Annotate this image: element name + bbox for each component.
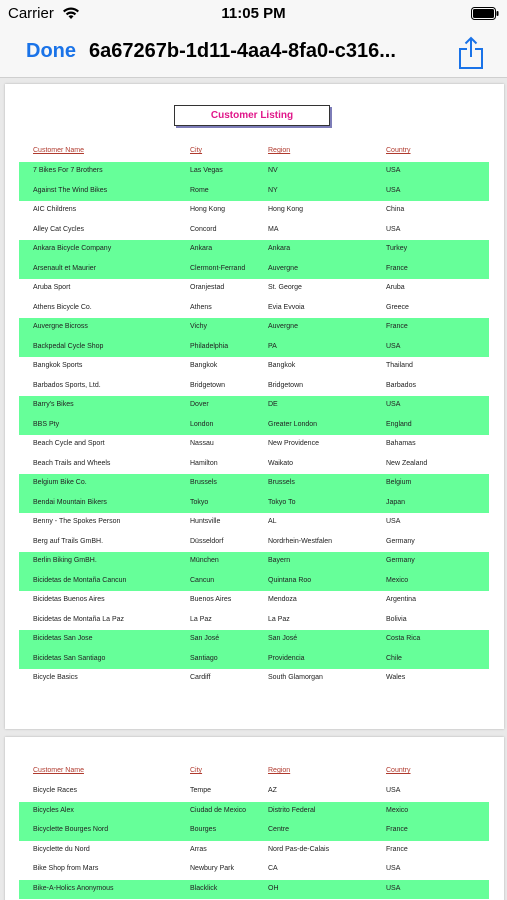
done-button[interactable]: Done (26, 40, 76, 62)
cell-region: Bangkok (268, 362, 296, 369)
cell-city: Concord (190, 225, 217, 233)
cell-customer-name: Bicidetas San Jose (33, 635, 93, 642)
cell-region: Hong Kong (268, 206, 304, 213)
cell-city: Nassau (190, 440, 214, 447)
cell-country: Mexico (386, 576, 409, 584)
table-row (19, 221, 489, 241)
cell-region: Tokyo To (268, 498, 296, 506)
cell-customer-name: Berlin Biking GmBH. (33, 557, 97, 564)
cell-city: Tokyo (190, 498, 209, 506)
cell-customer-name: Backpedal Cycle Shop (33, 342, 104, 350)
cell-customer-name: Barry's Bikes (33, 401, 74, 408)
header-region: Region (268, 767, 291, 774)
cell-country: Thailand (386, 362, 413, 369)
cell-city: Tempe (190, 787, 212, 794)
cell-country: Chile (386, 654, 402, 662)
cell-country: USA (386, 342, 401, 350)
table-row (19, 299, 489, 319)
cell-region: Greater London (268, 420, 318, 428)
cell-country: USA (386, 186, 401, 194)
cell-city: Arras (190, 845, 207, 853)
cell-region: La Paz (268, 615, 290, 623)
cell-country: Argentina (386, 596, 416, 603)
cell-country: Mexico (386, 806, 409, 814)
cell-region: South Glamorgan (268, 674, 323, 681)
cell-country: Turkey (386, 245, 408, 252)
table-row (19, 572, 489, 592)
report-page-1[interactable] (5, 84, 504, 729)
header-region: Region (268, 147, 291, 154)
cell-country: France (386, 826, 408, 833)
table-row (19, 591, 489, 611)
cell-region: Bridgetown (268, 381, 304, 389)
cell-city: Clermont-Ferrand (190, 264, 246, 272)
cell-customer-name: Bicycles Alex (33, 806, 74, 814)
cell-region: San José (268, 635, 298, 642)
table-row (19, 552, 489, 572)
table-row (19, 396, 489, 416)
cell-city: München (190, 557, 219, 564)
table-row (19, 318, 489, 338)
report-page-2[interactable] (5, 737, 504, 900)
table-row (19, 455, 489, 475)
cell-country: Aruba (386, 284, 405, 291)
table-row (19, 669, 489, 689)
cell-country: Bahamas (386, 440, 416, 447)
table-row (19, 650, 489, 670)
cell-customer-name: Bicycle Races (33, 787, 77, 794)
table-row (19, 513, 489, 533)
carrier-label: Carrier (8, 5, 54, 22)
cell-region: Centre (268, 826, 290, 833)
header-city: City (190, 767, 203, 774)
cell-city: Düsseldorf (190, 537, 224, 545)
cell-city: Bourges (190, 826, 217, 833)
cell-country: USA (386, 225, 401, 233)
table-row (19, 201, 489, 221)
cell-city: Blacklick (190, 884, 218, 892)
cell-region: DE (268, 401, 278, 408)
cell-city: Las Vegas (190, 167, 223, 174)
cell-city: Bridgetown (190, 381, 226, 389)
cell-country: USA (386, 865, 401, 872)
cell-city: Hamilton (190, 459, 218, 467)
cell-region: AL (268, 518, 277, 525)
cell-city: Athens (190, 303, 212, 311)
cell-region: Nord Pas-de-Calais (268, 845, 330, 853)
table-row (19, 435, 489, 455)
cell-customer-name: Bicidetas Buenos Aires (33, 596, 105, 603)
table-row (19, 533, 489, 553)
header-city: City (190, 147, 203, 154)
cell-customer-name: Benny - The Spokes Person (33, 518, 121, 525)
table-row (19, 860, 489, 880)
cell-city: Oranjestad (190, 284, 225, 291)
table-row (19, 377, 489, 397)
cell-country: USA (386, 518, 401, 525)
cell-customer-name: Athens Bicycle Co. (33, 303, 92, 311)
cell-city: Dover (190, 401, 209, 408)
table-row (19, 821, 489, 841)
table-row (19, 357, 489, 377)
cell-region: Waikato (268, 459, 294, 467)
table-row (19, 802, 489, 822)
table-row (19, 279, 489, 299)
cell-city: Rome (190, 186, 209, 194)
cell-region: Mendoza (268, 596, 297, 603)
cell-region: Bayern (268, 557, 291, 564)
cell-customer-name: Bicyclette du Nord (33, 845, 90, 853)
table-row (19, 474, 489, 494)
cell-region: Brussels (268, 479, 295, 486)
cell-region: AZ (268, 787, 277, 794)
cell-city: Cardiff (190, 674, 211, 681)
cell-country: New Zealand (386, 459, 428, 467)
cell-country: Barbados (386, 381, 416, 389)
cell-customer-name: Bangkok Sports (33, 362, 83, 369)
cell-customer-name: Bicycle Basics (33, 674, 78, 681)
header-country: Country (386, 147, 411, 154)
cell-city: Bangkok (190, 362, 218, 369)
header-customer-name: Customer Name (33, 767, 84, 774)
cell-city: Huntsville (190, 518, 221, 525)
cell-region: Auvergne (268, 264, 298, 272)
cell-country: England (386, 420, 412, 428)
document-title: 6a67267b-1d11-4aa4-8fa0-c316... (89, 40, 396, 62)
cell-country: France (386, 845, 408, 853)
cell-region: MA (268, 225, 279, 233)
cell-city: Santiago (190, 654, 218, 662)
cell-city: Buenos Aires (190, 596, 232, 603)
table-row (19, 240, 489, 260)
cell-city: Ankara (190, 245, 213, 252)
cell-region: NV (268, 167, 278, 174)
cell-customer-name: Bicidetas San Santiago (33, 654, 106, 662)
table-row (19, 260, 489, 280)
cell-customer-name: Arsenault et Maurier (33, 264, 97, 272)
battery-icon (471, 7, 499, 20)
cell-customer-name: Bike-A-Holics Anonymous (33, 884, 114, 892)
cell-customer-name: Bicidetas de Montaña Cancun (33, 576, 127, 584)
cell-country: USA (386, 787, 401, 794)
cell-country: Japan (386, 498, 406, 506)
cell-country: Belgium (386, 479, 412, 486)
cell-region: New Providence (268, 440, 319, 447)
cell-customer-name: Bicidetas de Montaña La Paz (33, 615, 125, 623)
column-header-row (19, 767, 489, 781)
header-country: Country (386, 767, 411, 774)
cell-country: France (386, 264, 408, 272)
cell-country: Germany (386, 557, 415, 564)
column-header-row (19, 147, 489, 161)
table-row (19, 182, 489, 202)
cell-customer-name: Ankara Bicycle Company (33, 245, 112, 252)
table-row (19, 162, 489, 182)
cell-customer-name: Beach Cycle and Sport (33, 440, 105, 447)
cell-customer-name: Barbados Sports, Ltd. (33, 381, 101, 389)
cell-region: Distrito Federal (268, 806, 316, 814)
cell-region: Providencia (268, 654, 305, 662)
cell-city: Ciudad de Mexico (190, 806, 247, 814)
cell-city: Hong Kong (190, 206, 226, 213)
cell-country: USA (386, 884, 401, 892)
cell-region: Evia Evvoia (268, 303, 305, 311)
clock: 11:05 PM (221, 5, 286, 22)
table-row (19, 416, 489, 436)
cell-city: San José (190, 635, 220, 642)
cell-country: France (386, 323, 408, 330)
cell-customer-name: Alley Cat Cycles (33, 225, 84, 233)
cell-customer-name: AIC Childrens (33, 206, 77, 213)
cell-region: OH (268, 884, 279, 892)
cell-city: La Paz (190, 615, 212, 623)
table-row (19, 841, 489, 861)
cell-city: Newbury Park (190, 865, 234, 872)
cell-city: Cancun (190, 576, 215, 584)
cell-country: China (386, 206, 405, 213)
cell-city: Philadelphia (190, 342, 229, 350)
cell-customer-name: BBS Pty (33, 420, 60, 428)
cell-customer-name: Against The Wind Bikes (33, 186, 108, 194)
cell-customer-name: Belgium Bike Co. (33, 479, 87, 486)
table-row (19, 611, 489, 631)
table-row (19, 338, 489, 358)
status-bar (0, 0, 507, 28)
cell-customer-name: Bike Shop from Mars (33, 865, 99, 872)
table-row (19, 880, 489, 900)
cell-region: Nordrhein-Westfalen (268, 537, 333, 545)
cell-region: Quintana Roo (268, 576, 312, 584)
cell-region: Auvergne (268, 323, 298, 330)
cell-customer-name: Bicyclette Bourges Nord (33, 826, 109, 833)
cell-customer-name: 7 Bikes For 7 Brothers (33, 167, 103, 174)
cell-region: NY (268, 186, 278, 194)
cell-country: USA (386, 167, 401, 174)
cell-country: Greece (386, 303, 409, 311)
cell-customer-name: Auvergne Bicross (33, 323, 88, 330)
cell-customer-name: Bendai Mountain Bikers (33, 498, 107, 506)
navigation-bar (0, 28, 507, 78)
table-row (19, 782, 489, 802)
cell-country: Wales (386, 674, 406, 681)
cell-customer-name: Aruba Sport (33, 284, 71, 291)
cell-country: Germany (386, 537, 415, 545)
table-row (19, 630, 489, 650)
cell-city: London (190, 420, 214, 428)
share-icon[interactable] (458, 36, 484, 70)
cell-customer-name: Berg auf Trails GmBH. (33, 537, 104, 545)
table-row (19, 494, 489, 514)
cell-customer-name: Beach Trails and Wheels (33, 459, 111, 467)
cell-country: Bolivia (386, 615, 407, 623)
cell-country: Costa Rica (386, 635, 421, 642)
cell-region: Ankara (268, 245, 291, 252)
cell-region: St. George (268, 284, 302, 291)
cell-city: Brussels (190, 479, 217, 486)
report-title: Customer Listing (174, 105, 330, 126)
cell-region: CA (268, 865, 278, 872)
cell-city: Vichy (190, 323, 207, 330)
header-customer-name: Customer Name (33, 147, 84, 154)
cell-region: PA (268, 342, 277, 350)
cell-country: USA (386, 401, 401, 408)
